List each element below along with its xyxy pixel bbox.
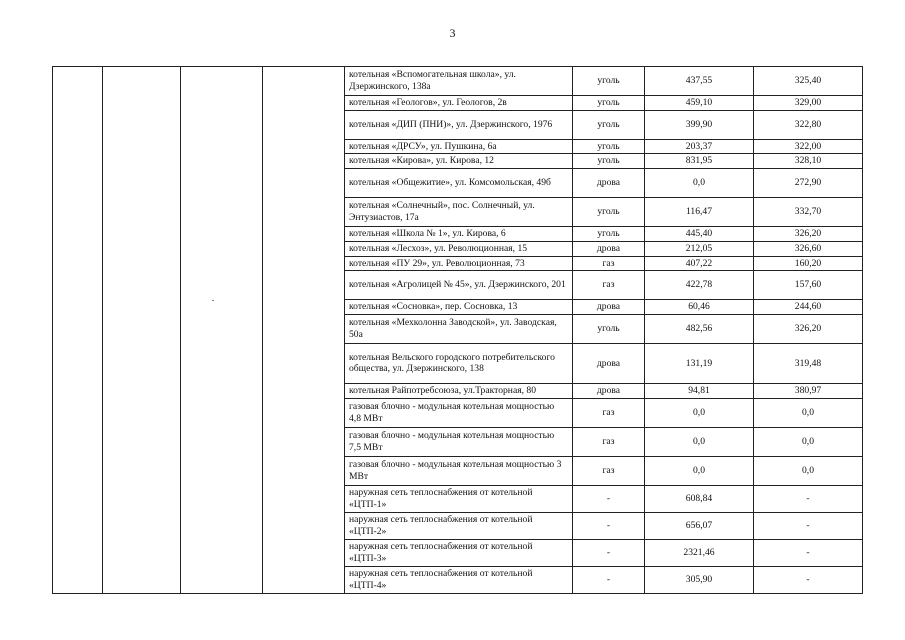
empty-column-3: [181, 67, 263, 594]
facility-name-cell: котельная «Солнечный», пос. Солнечный, ул. Энтузиастов, 17а: [345, 198, 573, 227]
value-2-cell: 272,90: [754, 169, 863, 198]
value-2-cell: 319,48: [754, 343, 863, 383]
value-1-cell: 0,0: [645, 169, 754, 198]
value-2-cell: 332,70: [754, 198, 863, 227]
value-1-cell: 482,56: [645, 314, 754, 343]
facility-name-cell: котельная «Лесхоз», ул. Революционная, 15: [345, 241, 573, 256]
value-2-cell: 244,60: [754, 300, 863, 315]
value-2-cell: 329,00: [754, 96, 863, 111]
value-2-cell: -: [754, 512, 863, 539]
empty-column-1: [53, 67, 103, 594]
value-1-cell: 399,90: [645, 110, 754, 139]
value-1-cell: 437,55: [645, 67, 754, 96]
fuel-type-cell: газ: [573, 456, 645, 485]
table-row: [53, 67, 863, 96]
facility-name-cell: газовая блочно - модульная котельная мощностью 3 МВт: [345, 456, 573, 485]
fuel-type-cell: -: [573, 566, 645, 593]
value-1-cell: 0,0: [645, 398, 754, 427]
facility-name-cell: котельная «Геологов», ул. Геологов, 2в: [345, 96, 573, 111]
value-2-cell: 325,40: [754, 67, 863, 96]
value-2-cell: 326,20: [754, 314, 863, 343]
value-1-cell: 0,0: [645, 456, 754, 485]
fuel-type-cell: уголь: [573, 139, 645, 154]
value-1-cell: 459,10: [645, 96, 754, 111]
fuel-type-cell: газ: [573, 427, 645, 456]
facility-name-cell: котельная «ДРСУ», ул. Пушкина, 6а: [345, 139, 573, 154]
fuel-type-cell: дрова: [573, 169, 645, 198]
value-2-cell: -: [754, 539, 863, 566]
value-2-cell: 380,97: [754, 383, 863, 398]
facility-name-cell: наружная сеть теплоснабжения от котельной «ЦТП-3»: [345, 539, 573, 566]
fuel-type-cell: -: [573, 539, 645, 566]
facility-name-cell: котельная «Сосновка», пер. Сосновка, 13: [345, 300, 573, 315]
facility-name-cell: котельная «Кирова», ул. Кирова, 12: [345, 154, 573, 169]
value-1-cell: 116,47: [645, 198, 754, 227]
fuel-type-cell: уголь: [573, 154, 645, 169]
value-2-cell: -: [754, 485, 863, 512]
fuel-type-cell: дрова: [573, 383, 645, 398]
value-2-cell: 157,60: [754, 271, 863, 300]
fuel-type-cell: уголь: [573, 314, 645, 343]
fuel-type-cell: дрова: [573, 343, 645, 383]
value-1-cell: 2321,46: [645, 539, 754, 566]
table-body: [53, 67, 863, 594]
value-2-cell: 0,0: [754, 398, 863, 427]
facility-name-cell: котельная Райпотребсоюза, ул.Тракторная, 80: [345, 383, 573, 398]
facility-name-cell: котельная «Вспомогательная школа», ул. Дзержинского, 138а: [345, 67, 573, 96]
value-1-cell: 445,40: [645, 227, 754, 242]
page-number: 3: [449, 26, 456, 40]
value-1-cell: 305,90: [645, 566, 754, 593]
value-1-cell: 0,0: [645, 427, 754, 456]
fuel-type-cell: уголь: [573, 227, 645, 242]
value-2-cell: 0,0: [754, 427, 863, 456]
fuel-type-cell: уголь: [573, 198, 645, 227]
value-1-cell: 831,95: [645, 154, 754, 169]
boiler-table: [52, 66, 863, 594]
value-1-cell: 422,78: [645, 271, 754, 300]
value-1-cell: 212,05: [645, 241, 754, 256]
fuel-type-cell: уголь: [573, 110, 645, 139]
fuel-type-cell: дрова: [573, 300, 645, 315]
value-1-cell: 94,81: [645, 383, 754, 398]
fuel-type-cell: уголь: [573, 67, 645, 96]
fuel-type-cell: дрова: [573, 241, 645, 256]
facility-name-cell: котельная Вельского городского потребительского общества, ул. Дзержинского, 138: [345, 343, 573, 383]
fuel-type-cell: -: [573, 485, 645, 512]
facility-name-cell: котельная «ДИП (ПНИ)», ул. Дзержинского, 1976: [345, 110, 573, 139]
facility-name-cell: котельная «Школа № 1», ул. Кирова, 6: [345, 227, 573, 242]
value-1-cell: 131,19: [645, 343, 754, 383]
value-2-cell: 160,20: [754, 256, 863, 271]
facility-name-cell: котельная «Агролицей № 45», ул. Дзержинского, 201: [345, 271, 573, 300]
empty-column-2: [103, 67, 181, 594]
value-1-cell: 203,37: [645, 139, 754, 154]
fuel-type-cell: уголь: [573, 96, 645, 111]
value-2-cell: -: [754, 566, 863, 593]
facility-name-cell: газовая блочно - модульная котельная мощностью 7,5 МВт: [345, 427, 573, 456]
facility-name-cell: наружная сеть теплоснабжения от котельной «ЦТП-1»: [345, 485, 573, 512]
facility-name-cell: газовая блочно - модульная котельная мощностью 4,8 МВт: [345, 398, 573, 427]
value-2-cell: 328,10: [754, 154, 863, 169]
value-1-cell: 60,46: [645, 300, 754, 315]
fuel-type-cell: газ: [573, 398, 645, 427]
facility-name-cell: котельная «ПУ 29», ул. Революционная, 73: [345, 256, 573, 271]
value-2-cell: 326,60: [754, 241, 863, 256]
facility-name-cell: котельная «Общежитие», ул. Комсомольская, 49б: [345, 169, 573, 198]
value-1-cell: 407,22: [645, 256, 754, 271]
facility-name-cell: котельная «Мехколонна Заводской», ул. Заводская, 50а: [345, 314, 573, 343]
value-2-cell: 322,80: [754, 110, 863, 139]
facility-name-cell: наружная сеть теплоснабжения от котельной «ЦТП-4»: [345, 566, 573, 593]
value-1-cell: 608,84: [645, 485, 754, 512]
value-1-cell: 656,07: [645, 512, 754, 539]
value-2-cell: 326,20: [754, 227, 863, 242]
empty-column-4: [263, 67, 345, 594]
value-2-cell: 0,0: [754, 456, 863, 485]
fuel-type-cell: -: [573, 512, 645, 539]
facility-name-cell: наружная сеть теплоснабжения от котельной «ЦТП-2»: [345, 512, 573, 539]
fuel-type-cell: газ: [573, 256, 645, 271]
fuel-type-cell: газ: [573, 271, 645, 300]
value-2-cell: 322,00: [754, 139, 863, 154]
